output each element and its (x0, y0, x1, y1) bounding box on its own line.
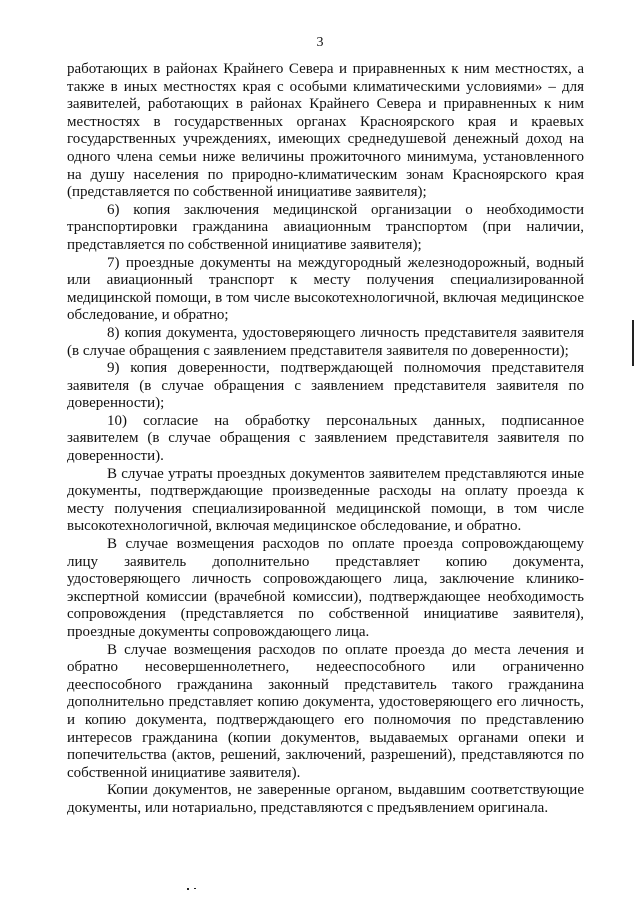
list-item-6: 6) копия заключения медицинской организации о необходимости транспортировки гражданина авиационным транспортом (при наличии, представляется по собственной инициативе заявителя); (67, 201, 584, 253)
paragraph-accompanying-person: В случае возмещения расходов по оплате проезда сопровождающему лицу заявитель дополнительно представляет копию документа, удостоверяющего личность сопровождающего лица, заключение клинико-экспертной комиссии (врачебной комиссии), подтверждающее необходимость сопровождения (представляется по собственной инициативе заявителя), проездные документы сопровождающего лица. (67, 536, 584, 640)
list-item-10: 10) согласие на обработку персональных данных, подписанное заявителем (в случае обращения с заявлением представителя заявителя по доверенности). (67, 412, 584, 465)
scan-speck (187, 888, 189, 890)
body-text (67, 61, 584, 818)
page-number: 3 (316, 35, 324, 50)
list-item-9: 9) копия доверенности, подтверждающей полномочия представителя заявителя (в случае обращения с заявлением представителя заявителя по доверенности); (67, 360, 584, 412)
list-item-8: 8) копия документа, удостоверяющего личность представителя заявителя (в случае обращения с заявлением представителя заявителя по доверенности); (67, 324, 584, 359)
scan-edge-mark (632, 320, 634, 366)
paragraph-copies: Копии документов, не заверенные органом, выдавшим соответствующие документы, или нотариально, представляются с предъявлением оригинала. (67, 782, 584, 816)
paragraph-continuation: работающих в районах Крайнего Севера и приравненных к ним местностях, а также в иных местностях края с особыми климатическими условиями» – для заявителей, работающих в районах Крайнего Севера и приравненных к ним местностях в государственных органах Красноярского края и краевых государственных учреждениях, имеющих среднедушевой денежный доход на одного члена семьи ниже величины прожиточного минимума, установленного на душу населения по природно-климатическим зонам Красноярского края (представляется по собственной инициативе заявителя); (67, 61, 584, 201)
scan-speck (194, 888, 196, 889)
paragraph-legal-representative: В случае возмещения расходов по оплате проезда до места лечения и обратно несовершеннолетнего, недееспособного или ограниченно дееспособного гражданина законный представитель такого гражданина дополнительно представляет копию документа, удостоверяющего его личность, и копию документа, подтверждающего его полномочия по представлению интересов гражданина (копии документов, выдаваемых органами опеки и попечительства (актов, решений, заключений, разрешений), представляются по собственной инициативе заявителя). (67, 641, 584, 781)
paragraph-lost-documents: В случае утраты проездных документов заявителем представляются иные документы, подтверждающие произведенные расходы на оплату проезда к месту получения специализированной медицинской помощи, в том числе высокотехнологичной, включая медицинское обследование, и обратно. (67, 465, 584, 535)
list-item-7: 7) проездные документы на междугородный железнодорожный, водный или авиационный транспорт к месту получения специализированной медицинской помощи, в том числе высокотехнологичной, включая медицинское обследование, и обратно; (67, 254, 584, 324)
